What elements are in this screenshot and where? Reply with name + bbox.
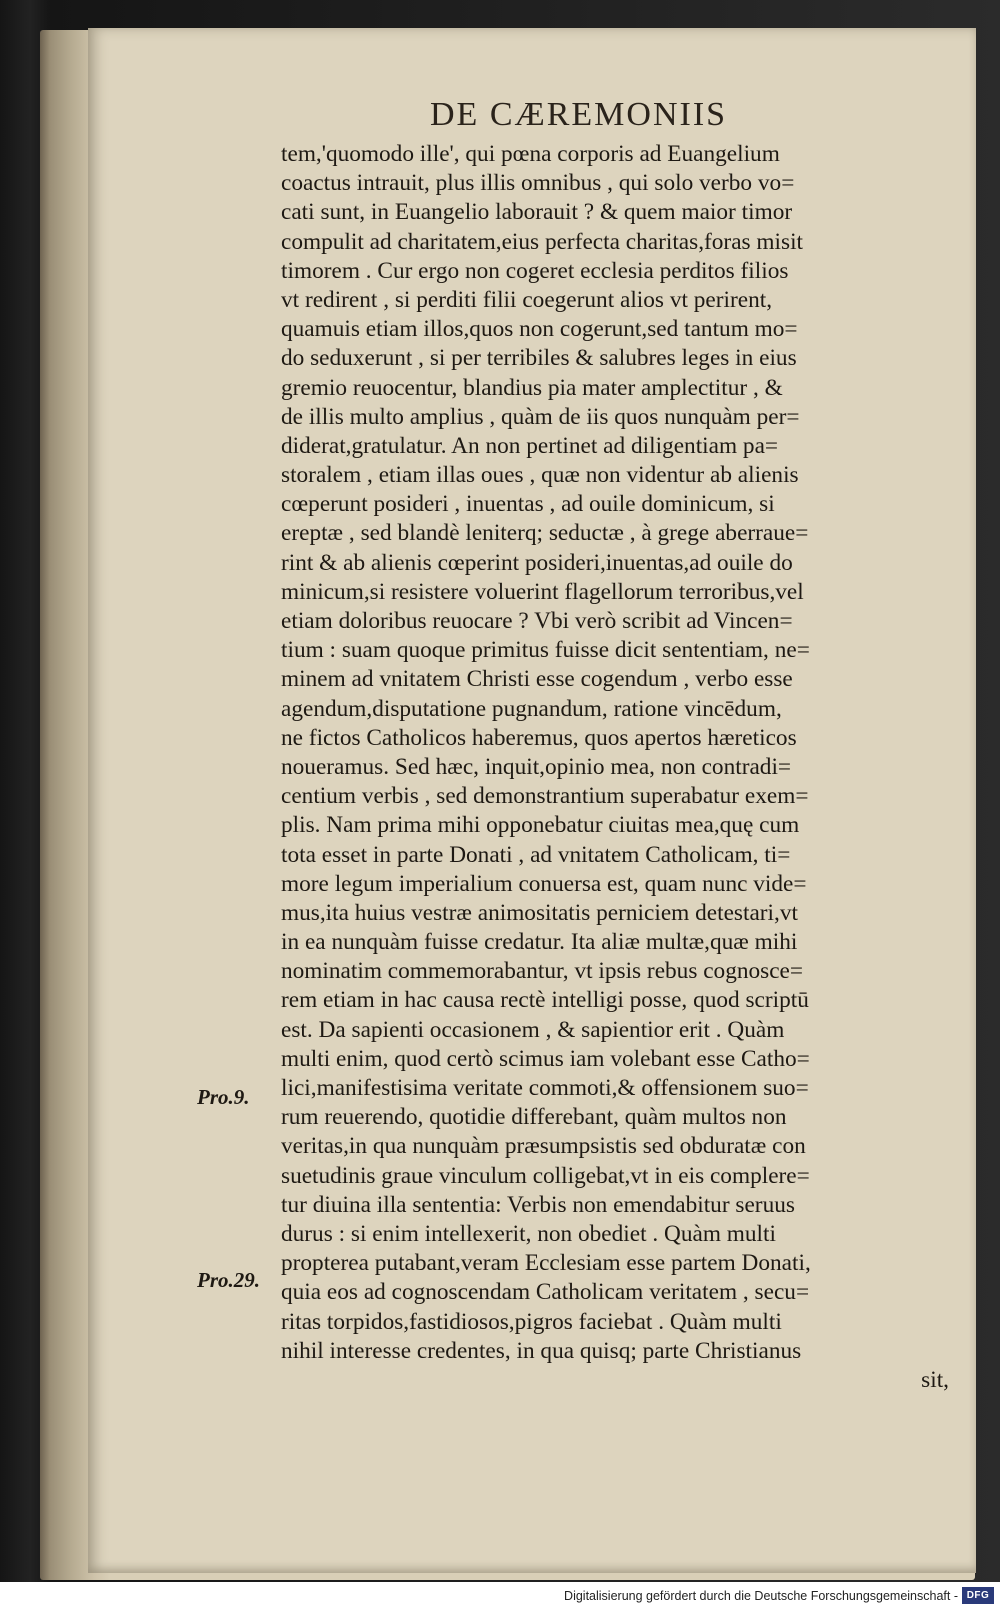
text-line: coactus intrauit, plus illis omnibus , qui solo verbo vo= (281, 170, 795, 197)
text-line: veritas,in qua nunquàm præsumpsistis sed obduratæ con (281, 1133, 806, 1160)
text-line: multi enim, quod certò scimus iam volebant esse Catho= (281, 1045, 810, 1072)
text-line: quamuis etiam illos,quos non cogerunt,sed tantum mo= (281, 316, 798, 343)
text-line: durus : si enim intellexerit, non obediet . Quàm multi (281, 1220, 776, 1247)
text-line: in ea nunquàm fuisse credatur. Ita aliæ multæ,quæ mihi (281, 929, 798, 956)
dfg-logo: DFG (962, 1587, 994, 1604)
text-line: mus,ita huius vestræ animositatis perniciem detestari,vt (281, 899, 798, 926)
text-line: nominatim commemorabantur, vt ipsis rebus cognosce= (281, 958, 804, 985)
text-line: tota esset in parte Donati , ad vnitatem Catholicam, ti= (281, 841, 791, 868)
body-text (281, 140, 961, 1395)
text-line: ne fictos Catholicos haberemus, quos apertos hæreticos (281, 724, 797, 751)
text-line: cœperunt posideri , inuentas , ad ouile dominicum, si (281, 491, 775, 518)
text-line: suetudinis graue vinculum colligebat,vt in eis complere= (281, 1162, 810, 1189)
text-line: quia eos ad cognoscendam Catholicam veritatem , secu= (281, 1279, 810, 1306)
text-line: do seduxerunt , si per terribiles & salubres leges in eius (281, 345, 797, 372)
marginal-note-proverbs-29: Pro.29. (197, 1268, 260, 1292)
text-line: diderat,gratulatur. An non pertinet ad diligentiam pa= (281, 432, 779, 459)
text-line: minicum,si resistere voluerint flagellorum terroribus,vel (281, 578, 804, 605)
text-line: rem etiam in hac causa rectè intelligi posse, quod scriptū (281, 987, 809, 1014)
catchword: sit, (921, 1366, 949, 1393)
text-line: storalem , etiam illas oues , quæ non videntur ab alienis (281, 462, 799, 489)
text-line: tium : suam quoque primitus fuisse dicit sententiam, ne= (281, 637, 810, 664)
running-head: DE CÆREMONIIS (430, 96, 728, 133)
text-line: de illis multo amplius , quàm de iis quos nunquàm per= (281, 403, 800, 430)
text-line: compulit ad charitatem,eius perfecta charitas,foras misit (281, 228, 804, 255)
footer-bar (0, 1582, 1000, 1613)
marginal-note-proverbs-9: Pro.9. (197, 1085, 250, 1109)
text-line: minem ad vnitatem Christi esse cogendum , verbo esse (281, 666, 793, 693)
text-line: vt redirent , si perditi filii coegerunt alios vt perirent, (281, 286, 773, 313)
text-line: rum reuerendo, quotidie differebant, quàm multos non (281, 1104, 787, 1131)
funding-credit: Digitalisierung gefördert durch die Deutsche Forschungsgemeinschaft - (564, 1589, 958, 1603)
text-line: centium verbis , sed demonstrantium superabatur exem= (281, 783, 809, 810)
text-line: etiam doloribus reuocare ? Vbi verò scribit ad Vincen= (281, 608, 793, 634)
text-line: gremio reuocentur, blandius pia mater amplectitur , & (281, 374, 783, 401)
text-line: tem,'quomodo ille', qui pœna corporis ad Euangelium (281, 141, 780, 167)
text-line: propterea putabant,veram Ecclesiam esse partem Donati, (281, 1250, 811, 1277)
text-line: rint & ab alienis cœperint posideri,inuentas,ad ouile do (281, 549, 793, 576)
text-line: agendum,disputatione pugnandum, ratione vincēdum, (281, 695, 782, 722)
text-line: nihil interesse credentes, in qua quisq; parte Christianus (281, 1337, 802, 1364)
text-line: more legum imperialium conuersa est, quam nunc vide= (281, 870, 807, 897)
text-line: tur diuina illa sententia: Verbis non emendabitur seruus (281, 1191, 795, 1218)
text-line: est. Da sapienti occasionem , & sapientior erit . Quàm (281, 1016, 785, 1043)
text-line: lici,manifestisima veritate commoti,& offensionem suo= (281, 1075, 809, 1101)
text-line: noueramus. Sed hæc, inquit,opinio mea, non contradi= (281, 753, 792, 780)
text-line: timorem . Cur ergo non cogeret ecclesia perditos filios (281, 257, 789, 284)
text-line: ritas torpidos,fastidiosos,pigros faciebat . Quàm multi (281, 1308, 782, 1335)
text-line: cati sunt, in Euangelio laborauit ? & quem maior timor (281, 199, 793, 226)
text-line: ereptæ , sed blandè leniterq; seductæ , à grege aberraue= (281, 520, 809, 547)
text-line: plis. Nam prima mihi opponebatur ciuitas mea,quę cum (281, 812, 800, 839)
